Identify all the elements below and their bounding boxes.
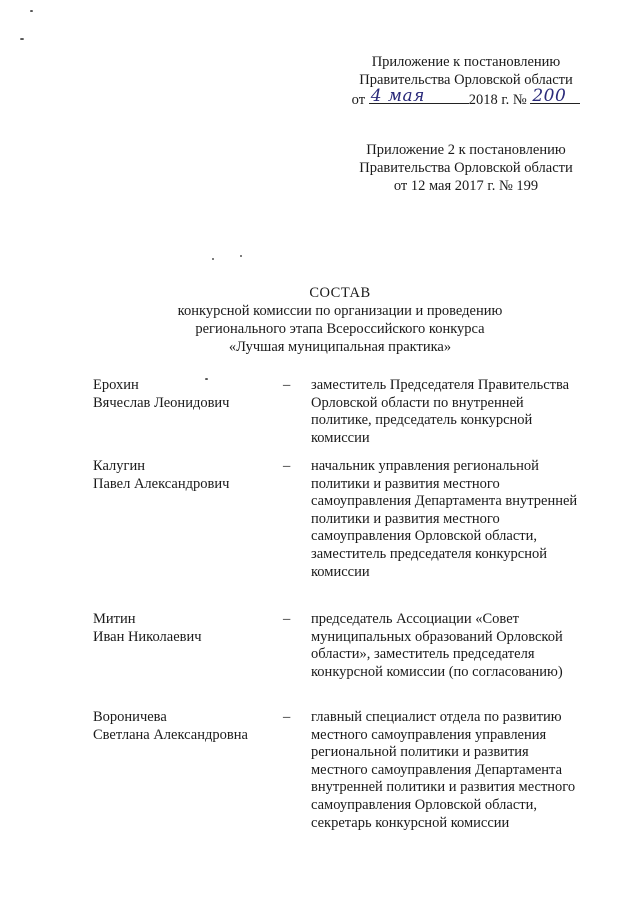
member-name <box>93 611 273 646</box>
role-line: самоуправления Орловской области, <box>311 528 538 545</box>
role-line: секретарь конкурсной комиссии <box>311 814 510 831</box>
role-line: внутренней политики и развития местного <box>311 779 576 796</box>
date-blank <box>369 86 469 106</box>
member-name <box>93 458 273 493</box>
date-prefix: от <box>351 92 366 108</box>
member-given-names: Павел Александрович <box>93 475 230 492</box>
role-line: заместитель председателя конкурсной <box>311 545 548 562</box>
title-line2: регионального этапа Всероссийского конкурса <box>195 321 485 337</box>
member-role <box>311 377 611 447</box>
appendix-previous-line2: Правительства Орловской области <box>359 160 573 176</box>
role-line: муниципальных образований Орловской <box>311 628 563 645</box>
appendix-previous-line3: от 12 мая 2017 г. № 199 <box>393 178 539 194</box>
year-text: 2018 г. № <box>468 92 527 108</box>
appendix-current-line2: Правительства Орловской области <box>359 72 573 88</box>
number-blank <box>530 86 580 106</box>
member-dash: – <box>283 611 291 627</box>
document-title <box>140 284 540 356</box>
scan-speck <box>240 255 242 257</box>
scan-speck <box>212 258 214 260</box>
role-line: политики и развития местного <box>311 510 500 527</box>
role-line: самоуправления Департамента внутренней <box>311 493 578 510</box>
appendix-previous <box>336 141 596 195</box>
role-line: политики и развития местного <box>311 475 500 492</box>
role-line: конкурсной комиссии (по согласованию) <box>311 663 563 680</box>
member-name <box>93 709 273 744</box>
role-line: комиссии <box>311 563 370 580</box>
member-given-names: Светлана Александровна <box>93 726 248 743</box>
member-given-names: Вячеслав Леонидович <box>93 394 230 411</box>
member-role <box>311 611 611 681</box>
role-line: Орловской области по внутренней <box>311 394 524 411</box>
member-given-names: Иван Николаевич <box>93 628 202 645</box>
member-surname: Ерохин <box>93 377 139 393</box>
member-role <box>311 709 611 832</box>
title-line3: «Лучшая муниципальная практика» <box>228 339 452 355</box>
role-line: заместитель Председателя Правительства <box>311 377 570 393</box>
role-line: политике, председатель конкурсной <box>311 412 533 429</box>
role-line: региональной политики и развития <box>311 744 529 761</box>
role-line: начальник управления региональной <box>311 458 539 474</box>
appendix-current <box>336 53 596 109</box>
appendix-previous-line1: Приложение 2 к постановлению <box>366 142 566 158</box>
handwritten-number: 200 <box>532 86 567 106</box>
scan-speck <box>20 38 24 40</box>
member-surname: Вороничева <box>93 709 167 725</box>
role-line: самоуправления Орловской области, <box>311 796 538 813</box>
title-main: СОСТАВ <box>309 285 371 301</box>
appendix-current-line1: Приложение к постановлению <box>371 54 561 70</box>
member-dash: – <box>283 377 291 393</box>
role-line: области», заместитель председателя <box>311 646 535 663</box>
title-line1: конкурсной комиссии по организации и проведению <box>177 303 503 319</box>
role-line: комиссии <box>311 429 370 446</box>
member-role <box>311 458 611 581</box>
role-line: местного самоуправления управления <box>311 726 547 743</box>
scan-speck <box>30 10 33 12</box>
member-surname: Калугин <box>93 458 145 474</box>
member-dash: – <box>283 458 291 474</box>
role-line: главный специалист отдела по развитию <box>311 709 562 725</box>
member-surname: Митин <box>93 611 136 627</box>
role-line: местного самоуправления Департамента <box>311 761 563 778</box>
handwritten-date: 4 мая <box>370 86 425 106</box>
appendix-current-date-line <box>336 86 596 109</box>
member-dash: – <box>283 709 291 725</box>
role-line: председатель Ассоциации «Совет <box>311 611 519 627</box>
member-name <box>93 377 273 412</box>
